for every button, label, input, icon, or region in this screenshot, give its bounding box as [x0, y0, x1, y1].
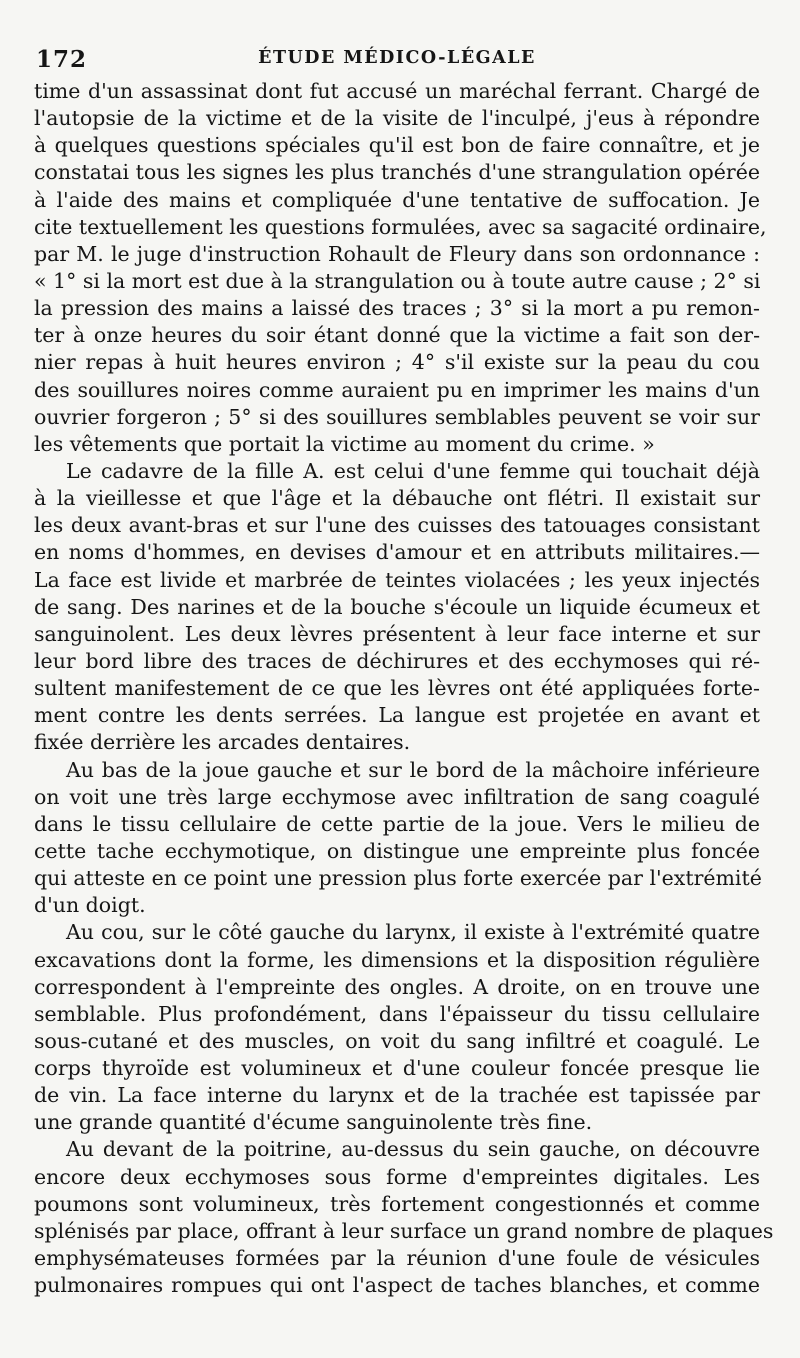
text-line: encore deux ecchymoses sous forme d'empreintes digitales. Les: [34, 1164, 760, 1189]
paragraph: [34, 919, 760, 1136]
text-line: La face est livide et marbrée de teintes violacées ; les yeux injectés: [34, 567, 760, 592]
text-line: Au devant de la poitrine, au-dessus du sein gauche, on découvre: [66, 1137, 760, 1162]
text-line: de sang. Des narines et de la bouche s'écoule un liquide écumeux et: [34, 594, 760, 619]
text-line: à l'aide des mains et compliquée d'une tentative de suffocation. Je: [34, 187, 760, 212]
text-line: de vin. La face interne du larynx et de la trachée est tapissée par: [34, 1083, 760, 1108]
text-line: semblable. Plus profondément, dans l'épaisseur du tissu cellulaire: [34, 1001, 760, 1026]
paragraph: [34, 458, 760, 757]
text-line: ment contre les dents serrées. La langue est projetée en avant et: [34, 703, 760, 728]
text-line: sanguinolent. Les deux lèvres présentent à leur face interne et sur: [34, 621, 760, 646]
text-line: à la vieillesse et que l'âge et la débauche ont flétri. Il existait sur: [34, 486, 760, 511]
text-line: la pression des mains a laissé des traces ; 3° si la mort a pu remon-: [34, 296, 760, 321]
text-line: ouvrier forgeron ; 5° si des souillures semblables peuvent se voir sur: [34, 404, 760, 429]
text-line: en noms d'hommes, en devises d'amour et en attributs militaires.—: [34, 540, 760, 565]
text-line: on voit une très large ecchymose avec infiltration de sang coagulé: [34, 784, 760, 809]
text-line: sultent manifestement de ce que les lèvres ont été appliquées forte-: [34, 676, 760, 701]
text-line: poumons sont volumineux, très fortement congestionnés et comme: [34, 1191, 760, 1216]
text-line: d'un doigt.: [34, 893, 146, 918]
text-line: cette tache ecchymotique, on distingue une empreinte plus foncée: [34, 838, 760, 863]
text-line: correspondent à l'empreinte des ongles. A droite, on en trouve une: [34, 974, 760, 999]
text-line: sous-cutané et des muscles, on voit du sang infiltré et coagulé. Le: [34, 1028, 760, 1053]
text-line: splénisés par place, offrant à leur surface un grand nombre de plaques: [34, 1218, 774, 1243]
text-line: dans le tissu cellulaire de cette partie de la joue. Vers le milieu de: [34, 811, 760, 836]
text-line: pulmonaires rompues qui ont l'aspect de taches blanches, et comme: [34, 1273, 760, 1298]
text-line: des souillures noires comme auraient pu en imprimer les mains d'un: [34, 377, 760, 402]
text-line: à quelques questions spéciales qu'il est bon de faire connaître, et je: [34, 133, 760, 158]
page-number: 172: [36, 46, 88, 73]
text-line: les deux avant-bras et sur l'une des cuisses des tatouages consistant: [34, 513, 760, 538]
page-header: [34, 34, 760, 74]
text-line: Au cou, sur le côté gauche du larynx, il existe à l'extrémité quatre: [66, 920, 760, 945]
text-line: l'autopsie de la victime et de la visite de l'inculpé, j'eus à répondre: [34, 106, 760, 131]
text-line: corps thyroïde est volumineux et d'une couleur foncée presque lie: [34, 1056, 760, 1081]
text-line: par M. le juge d'instruction Rohault de Fleury dans son ordonnance :: [34, 241, 760, 266]
text-line: Au bas de la joue gauche et sur le bord de la mâchoire inférieure: [66, 757, 760, 782]
paragraph: [34, 78, 767, 458]
running-title: ÉTUDE MÉDICO-LÉGALE: [258, 48, 536, 68]
text-line: constatai tous les signes les plus tranchés d'une strangulation opérée: [34, 160, 760, 185]
text-line: « 1° si la mort est due à la strangulation ou à toute autre cause ; 2° si: [34, 268, 761, 293]
text-line: une grande quantité d'écume sanguinolente très fine.: [34, 1110, 593, 1135]
text-line: qui atteste en ce point une pression plus forte exercée par l'extrémité: [34, 866, 762, 891]
text-line: nier repas à huit heures environ ; 4° s'il existe sur la peau du cou: [34, 350, 760, 375]
text-line: emphysémateuses formées par la réunion d'une foule de vésicules: [34, 1246, 760, 1271]
paragraph: [34, 757, 760, 920]
paragraph: [34, 1136, 774, 1299]
text-line: ter à onze heures du soir étant donné que la victime a fait son der-: [34, 323, 760, 348]
body-text: [34, 78, 774, 1299]
text-line: leur bord libre des traces de déchirures et des ecchymoses qui ré-: [34, 648, 760, 673]
text-line: fixée derrière les arcades dentaires.: [34, 730, 411, 755]
text-line: Le cadavre de la fille A. est celui d'une femme qui touchait déjà: [66, 458, 760, 483]
text-line: excavations dont la forme, les dimensions et la disposition régulière: [34, 947, 760, 972]
text-line: time d'un assassinat dont fut accusé un maréchal ferrant. Chargé de: [34, 79, 760, 103]
text-line: cite textuellement les questions formulées, avec sa sagacité ordinaire,: [34, 214, 767, 239]
text-line: les vêtements que portait la victime au moment du crime. »: [34, 431, 655, 456]
